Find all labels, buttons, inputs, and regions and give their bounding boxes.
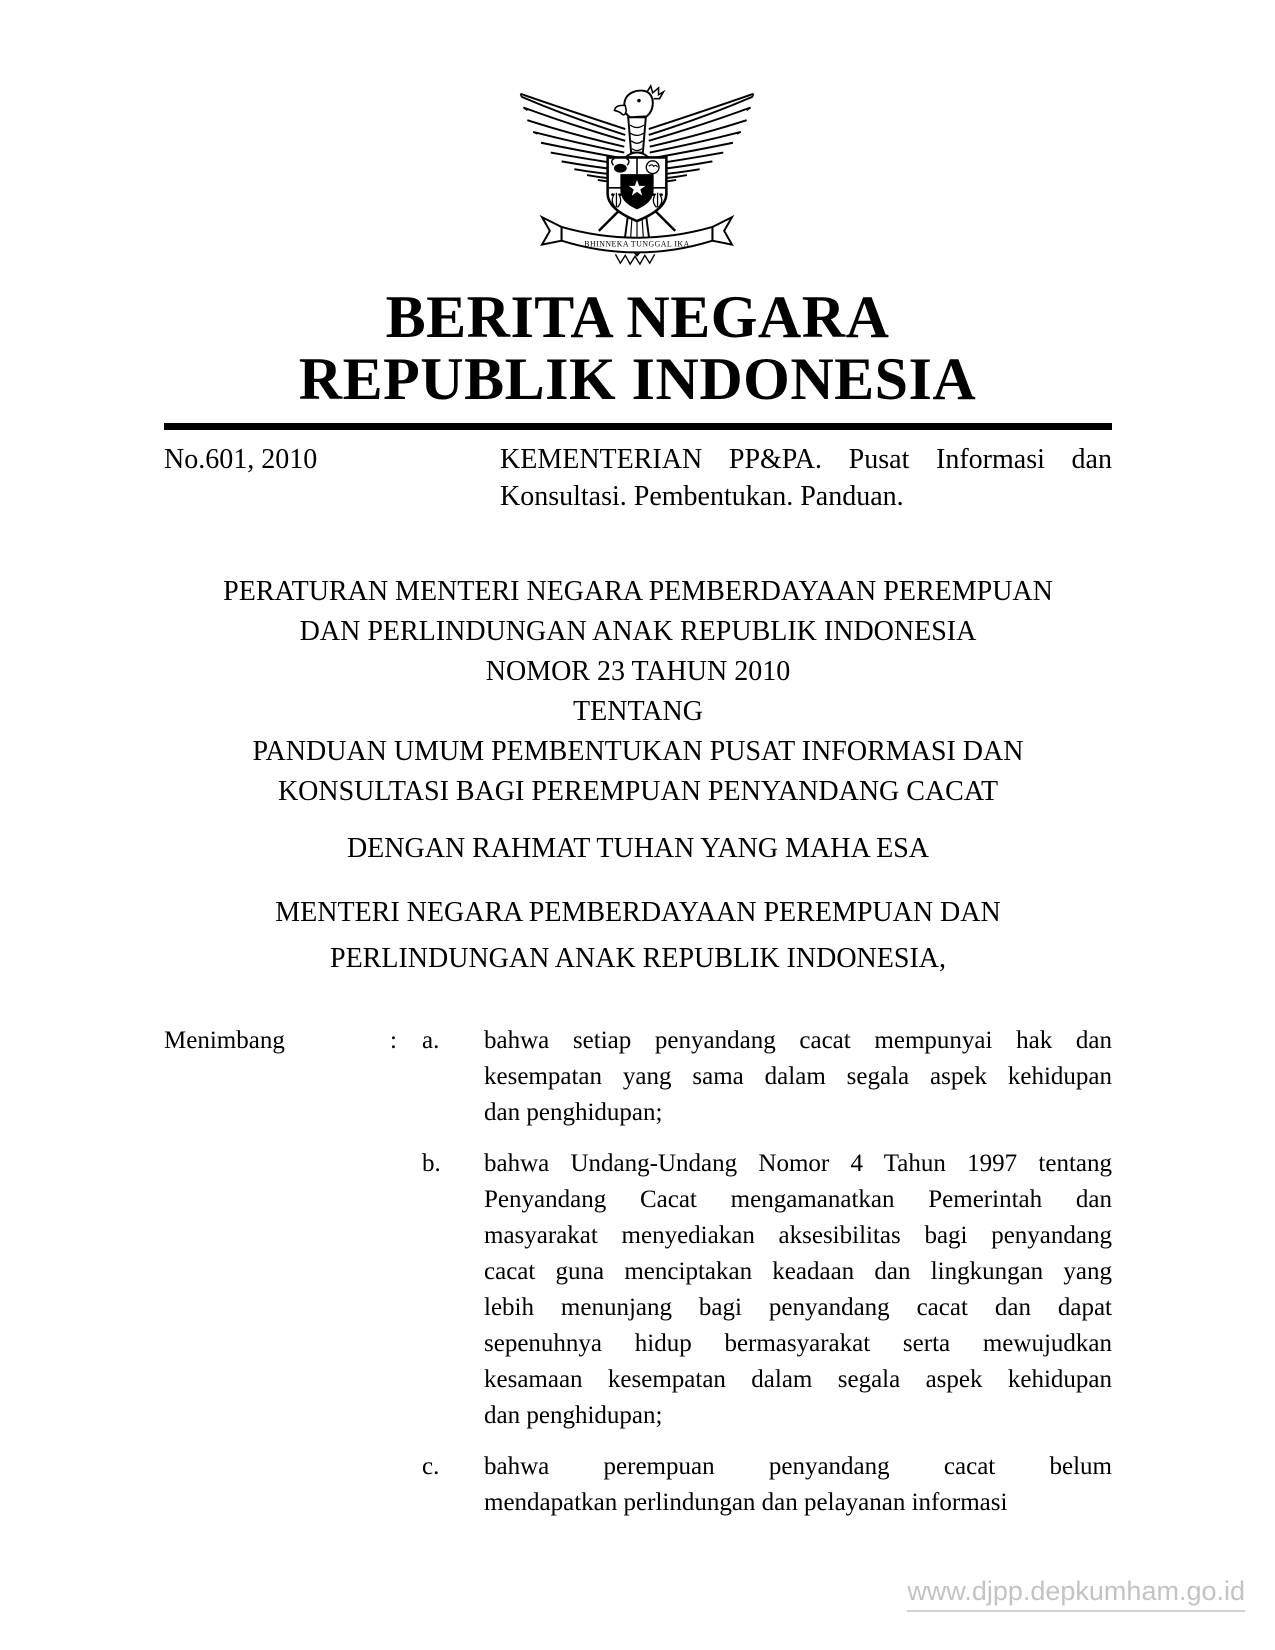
item-text: bahwa setiap penyandang cacat mempunyai hak dan kesempatan yang sama dalam segala aspek kehidupan dan penghidupan; — [484, 1027, 1112, 1126]
issue-subject: KEMENTERIAN PP&PA. Pusat Informasi dan Konsultasi. Pembentukan. Panduan. — [500, 444, 1112, 512]
item-text: bahwa Undang-Undang Nomor 4 Tahun 1997 tentang Penyandang Cacat mengamanatkan Pemerintah dan masyarakat menyediakan aksesibilitas bagi penyandang cacat guna menciptakan keadaan dan lingkungan yang lebih menunjang bagi penyandang cacat dan dapat sepenuhnya hidup bermasyarakat serta mewujudkan kesamaan kesempatan dalam segala aspek kehidupan dan penghidupan; — [484, 1150, 1112, 1429]
garuda-icon — [512, 84, 762, 272]
site-watermark: www.djpp.depkumham.go.id — [907, 1576, 1245, 1612]
item-letter: b. — [422, 1150, 441, 1177]
item-letter: a. — [422, 1027, 440, 1054]
consideration-item-b — [422, 1146, 1112, 1434]
item-text: bahwa perempuan penyandang cacat belum mendapatkan perlindungan dan pelayanan informasi — [484, 1453, 1112, 1516]
authority-lines: MENTERI NEGARA PEMBERDAYAAN PEREMPUAN DAN PERLINDUNGAN ANAK REPUBLIK INDONESIA, — [275, 897, 1001, 974]
issue-number: No.601, 2010 — [164, 444, 318, 475]
consideration-item-c — [422, 1449, 1112, 1521]
gazette-title: BERITA NEGARA REPUBLIK INDONESIA — [298, 284, 977, 412]
considerations-label: Menimbang — [164, 1027, 285, 1054]
consideration-item-a — [422, 1023, 1112, 1131]
invocation-line: DENGAN RAHMAT TUHAN YANG MAHA ESA — [346, 833, 930, 864]
issue-row — [164, 441, 1112, 515]
motto-text: BHINNEKA TUNGGAL IKA — [584, 239, 690, 249]
considerations-colon: : — [390, 1027, 397, 1054]
considerations-section — [164, 1023, 1112, 1521]
garuda-pancasila-emblem — [512, 84, 762, 272]
masthead-divider-rule — [164, 423, 1112, 430]
regulation-title: PERATURAN MENTERI NEGARA PEMBERDAYAAN PEREMPUAN DAN PERLINDUNGAN ANAK REPUBLIK INDONESIA NOMOR 23 TAHUN 2010 TENTANG PANDUAN UMUM PEMBENTUKAN PUSAT INFORMASI DAN KONSULTASI BAGI PEREMPUAN PENYANDANG CACAT — [223, 576, 1053, 807]
item-letter: c. — [422, 1453, 440, 1480]
garuda-head — [614, 86, 663, 153]
